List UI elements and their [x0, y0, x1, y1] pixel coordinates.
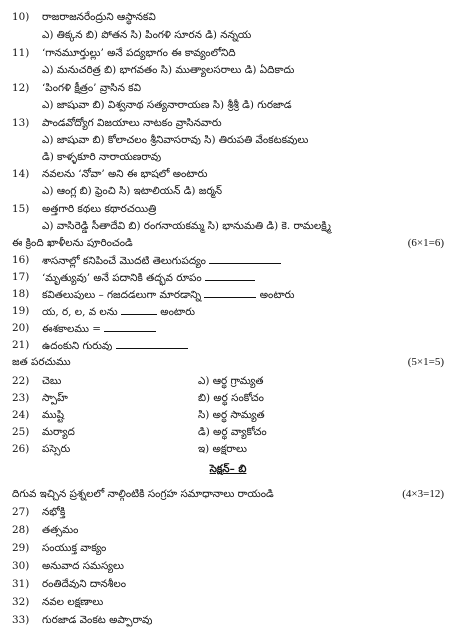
question-number: 30): [12, 560, 30, 572]
question-number: 28): [12, 524, 30, 536]
question-number: 13): [12, 117, 30, 129]
question-text: ‘గానమూర్తుల్లు’ అనే పద్యభాగం ఈ కావ్యంలోనిది: [42, 47, 236, 59]
question-number: 14): [12, 168, 30, 180]
question-text: సంయుక్త వాక్యం: [42, 542, 107, 554]
question-number: 24): [12, 409, 30, 421]
question-number: 27): [12, 506, 30, 518]
question-text: నవలను ‘నోవా’ అని ఈ భాషలో అంటారు: [42, 168, 208, 180]
match-left: మర్యాద: [42, 426, 75, 438]
answer-blank: [121, 304, 157, 315]
answer-blank: [204, 287, 256, 298]
match-left: ముష్టి: [42, 409, 64, 421]
question-text: రంతిదేవుని దానశీలం: [42, 578, 126, 590]
question-text: కవితలుపులు – గజదడలుగా మారడాన్ని అంటారు: [42, 289, 295, 301]
match-right: డి) అర్థ వ్యాకోచం: [198, 426, 267, 438]
match-right: ఇ) అక్షరాలు: [198, 443, 247, 455]
question-text: అనువాద సమస్యలు: [42, 560, 124, 572]
question-number: 32): [12, 596, 30, 608]
question-text: నవల లక్షణాలు: [42, 596, 104, 608]
match-left: చెబు: [42, 375, 62, 387]
question-number: 12): [12, 82, 30, 94]
section-heading-text: సెక్షన్– బి: [209, 463, 247, 475]
match-left: స్పాహ్: [42, 392, 68, 404]
question-number: 21): [12, 339, 30, 351]
question-number: 20): [12, 322, 30, 334]
question-options: ఎ) వాసిరెడ్డి సీతాదేవి బి) రంగనాయకమ్మ సి) భానుమతి డి) కె. రామలక్ష్మి: [42, 220, 332, 232]
match-right: సి) అర్థ సామ్యత: [198, 409, 265, 421]
match-right: బి) అర్థ సంకోచం: [198, 392, 264, 404]
answer-blank: [205, 270, 255, 281]
question-number: 33): [12, 614, 30, 626]
question-number: 16): [12, 254, 30, 266]
question-text: తత్సమం: [42, 524, 79, 536]
question-text: నభోక్తి: [42, 506, 66, 518]
question-number: 18): [12, 288, 30, 300]
question-number: 22): [12, 375, 30, 387]
question-options-continued: డి) కాళ్ళకూరి నారాయణరావు: [42, 151, 162, 163]
question-text: శాసనాల్లో కనిపించే మొదటి తెలుగుపద్యం: [42, 253, 281, 268]
question-text: ఈశకాలము =: [42, 321, 156, 336]
question-number: 10): [12, 11, 30, 23]
question-text: య, ర, ల, వ లను అంటారు: [42, 306, 195, 318]
section-marks: (5×1=5): [407, 356, 444, 368]
question-text: గురజాడ వెంకట అప్పారావు: [42, 614, 153, 626]
question-number: 23): [12, 392, 30, 404]
section-instruction: దిగువ ఇచ్చిన ప్రశ్నలలో నాల్గింటికి సంగ్రహ సమాధానాలు రాయండి: [12, 488, 274, 500]
question-number: 11): [12, 47, 30, 59]
question-options: ఎ) మనుచరిత్ర బి) భాగవతం సి) ముత్యాలసరాలు డి) ఏదికాదు: [42, 64, 295, 76]
match-right: ఎ) ఆర్థ గ్రామ్యత: [198, 375, 264, 387]
question-number: 19): [12, 305, 30, 317]
question-text: పాండవోద్యోగ విజయాలు నాటకం వ్రాసినవారు: [42, 117, 222, 129]
question-number: 17): [12, 271, 30, 283]
question-text: ‘మృత్యువు’ అనే పదానికి తద్భవ రూపం: [42, 270, 255, 285]
question-options: ఎ) తిక్కన బి) పోతన సి) పింగళి సూరన డి) నన్నయ: [42, 29, 252, 41]
question-number: 29): [12, 542, 30, 554]
question-number: 25): [12, 426, 30, 438]
question-number: 15): [12, 203, 30, 215]
match-left: పస్సెరు: [42, 443, 71, 455]
question-text: అత్తగారి కథలు కథారచయిత్రి: [42, 203, 157, 215]
answer-blank: [209, 253, 281, 264]
answer-blank: [104, 321, 156, 332]
section-instruction: జత పరచుము: [12, 356, 71, 368]
answer-blank: [116, 338, 188, 349]
section-instruction: ఈ క్రింది ఖాళీలను పూరించండి: [12, 237, 133, 249]
section-marks: (6×1=6): [407, 237, 444, 249]
question-number: 26): [12, 443, 30, 455]
section-marks: (4×3=12): [402, 488, 444, 500]
question-number: 31): [12, 578, 30, 590]
question-options: ఎ) జాషువా బి) విశ్వనాథ సత్యనారాయణ సి) శ్రీశ్రీ డి) గురజాడ: [42, 99, 292, 111]
question-text: ఉదంకుని గురువు: [42, 338, 188, 353]
section-heading: [0, 462, 456, 476]
question-options: ఎ) ఆంగ్ల బి) ఫ్రెంచి సి) ఇటాలియన్ డి) జర్మన్: [42, 185, 223, 197]
question-text: ‘పింగళి క్షీత్రం’ వ్రాసిన కవి: [42, 82, 141, 94]
question-options: ఎ) జాషువా బి) కోలాచలం శ్రీనివాసరావు సి) తిరుపతి వేంకటకవులు: [42, 134, 309, 146]
question-text: రాజరాజనరేంద్రుని ఆస్థానకవి: [42, 11, 156, 23]
